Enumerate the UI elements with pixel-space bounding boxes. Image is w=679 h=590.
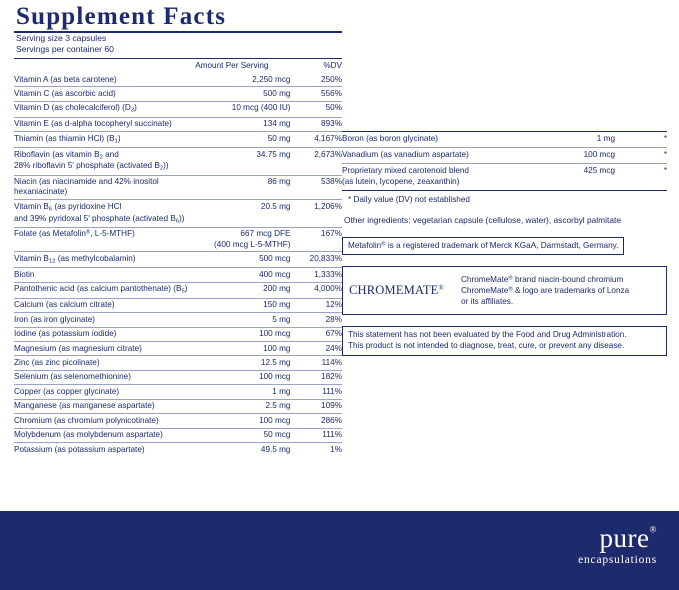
nutrient-dv: * (615, 164, 667, 191)
daily-value-note: * Daily value (DV) not established (348, 194, 470, 204)
header-dv: %DV (290, 59, 342, 73)
nutrient-amount: 100 mcg (195, 370, 290, 384)
nutrient-dv: 556% (290, 87, 342, 101)
nutrient-amount: 20.5 mg (195, 200, 290, 228)
table-row (14, 313, 342, 327)
table-row (14, 227, 342, 252)
nutrient-name: Vitamin A (as beta carotene) (14, 73, 195, 87)
nutrient-dv: 114% (290, 356, 342, 370)
nutrient-dv: 111% (290, 428, 342, 442)
nutrient-dv: 67% (290, 327, 342, 341)
right-nutrient-table (342, 131, 667, 191)
page-title: Supplement Facts (16, 3, 227, 30)
nutrient-name: Zinc (as zinc picolinate) (14, 356, 195, 370)
nutrient-dv: 20,833% (290, 252, 342, 268)
nutrient-amount: 500 mg (195, 87, 290, 101)
table-row (14, 73, 342, 87)
table-row (14, 87, 342, 101)
nutrient-name: Biotin (14, 268, 195, 282)
table-row (14, 200, 342, 228)
nutrient-amount: 1 mg (527, 132, 615, 148)
table-row (342, 164, 667, 191)
nutrient-dv: 2,673% (290, 148, 342, 176)
nutrient-amount: 2.5 mg (195, 399, 290, 413)
nutrient-name: Thiamin (as thiamin HCl) $(B_1)$ (14, 132, 195, 148)
left-nutrient-table (14, 58, 342, 456)
nutrient-name: Manganese (as manganese aspartate) (14, 399, 195, 413)
chromemate-notice (342, 266, 667, 315)
nutrient-amount: 34.75 mg (195, 148, 290, 176)
nutrient-name: Vitamin C (as ascorbic acid) (14, 87, 195, 101)
nutrient-amount: 49.5 mg (260, 444, 291, 454)
table-row (342, 148, 667, 164)
nutrient-dv: 4,167% (290, 132, 342, 148)
nutrient-amount: 100 mcg (527, 148, 615, 164)
right-column (342, 131, 667, 356)
nutrient-amount: 425 mcg (527, 164, 615, 191)
nutrient-dv: 167% (290, 227, 342, 252)
table-header-row (14, 59, 342, 73)
nutrient-dv: * (615, 148, 667, 164)
nutrient-dv: 286% (290, 414, 342, 428)
table-row (14, 148, 342, 176)
header-amount: Amount Per Serving (195, 59, 290, 73)
chromemate-text: ChromeMate® brand niacin-bound chromium ChromeMate® & logo are trademarks of Lonza or its affiliates. (461, 275, 630, 307)
table-row (14, 356, 342, 370)
nutrient-amount: 5 mg (195, 313, 290, 327)
table-row (14, 327, 342, 341)
nutrient-dv: 182% (290, 370, 342, 384)
table-row (14, 414, 342, 428)
nutrient-dv: 50% (290, 101, 342, 117)
table-row (14, 341, 342, 355)
table-row (14, 117, 342, 131)
disclaimer-text: This statement has not been evaluated by the Food and Drug Administration. This product is not intended to diagnose, treat, cure, or prevent any disease. (348, 330, 627, 351)
nutrient-dv: 24% (290, 341, 342, 355)
nutrient-dv: 1% (330, 444, 342, 454)
table-row (14, 282, 342, 298)
nutrient-name: Calcium (as calcium citrate) (14, 298, 195, 312)
nutrient-amount: 500 mcg (195, 252, 290, 268)
nutrient-amount: 86 mg (195, 175, 290, 200)
serving-size: Serving size 3 capsules (16, 33, 107, 44)
nutrient-dv: 28% (290, 313, 342, 327)
table-row (14, 101, 342, 117)
nutrient-dv: 12% (290, 298, 342, 312)
nutrient-name: Boron (as boron glycinate) (342, 132, 527, 148)
nutrient-amount: 50 mcg (195, 428, 290, 442)
nutrient-dv: 4,000% (290, 282, 342, 298)
table-row (14, 252, 342, 268)
nutrient-name: Potassium (as potassium aspartate) (14, 444, 145, 454)
nutrient-name: Vanadium (as vanadium aspartate) (342, 148, 527, 164)
nutrient-name: Pantothenic acid (as calcium pantothenate) $(B_5)$ (14, 282, 195, 298)
nutrient-amount: 10 mcg (400 IU) (195, 101, 290, 117)
servings-per-container: Servings per container 60 (16, 44, 114, 55)
brand-tagline: encapsulations (578, 554, 657, 566)
nutrient-name: Chromium (as chromium polynicotinate) (14, 414, 195, 428)
nutrient-dv: 111% (290, 385, 342, 399)
header-nutrient (14, 59, 195, 73)
table-row (342, 132, 667, 148)
nutrient-dv: 250% (290, 73, 342, 87)
table-row (14, 428, 342, 442)
nutrient-name: Vitamin $B_6$ (as pyridoxine HCl and 39% pyridoxal 5' phosphate (activated $B_6$)) (14, 200, 195, 228)
nutrient-amount: 100 mcg (195, 327, 290, 341)
nutrient-dv: 538% (290, 175, 342, 200)
brand-logo (578, 525, 657, 566)
metafolin-text: Metafolin® is a registered trademark of Merck KGaA, Darmstadt, Germany. (348, 241, 619, 251)
nutrient-amount: 2,250 mcg (195, 73, 290, 87)
nutrient-dv: 893% (290, 117, 342, 131)
nutrient-amount: 134 mg (195, 117, 290, 131)
metafolin-trademark-note (342, 237, 624, 255)
nutrient-amount: 400 mcg (195, 268, 290, 282)
nutrient-amount: 50 mg (195, 132, 290, 148)
nutrient-name: Vitamin E (as d-alpha tocopheryl succinate) (14, 117, 195, 131)
nutrient-dv: 1,333% (290, 268, 342, 282)
nutrient-amount: 1 mg (195, 385, 290, 399)
fda-disclaimer (342, 326, 667, 355)
other-ingredients: Other ingredients: vegetarian capsule (cellulose, water), ascorbyl palmitate (344, 215, 621, 226)
table-row (14, 268, 342, 282)
table-row (14, 399, 342, 413)
table-row (14, 370, 342, 384)
nutrient-dv: 1,206% (290, 200, 342, 228)
nutrient-amount: 100 mg (195, 341, 290, 355)
nutrient-amount: 667 mcg DFE (400 mcg L-5-MTHF) (195, 227, 290, 252)
nutrient-name: Vitamin $B_{12}$ (as methylcobalamin) (14, 252, 195, 268)
nutrient-amount: 200 mg (195, 282, 290, 298)
table-row (14, 443, 342, 457)
nutrient-name: Vitamin D (as cholecalciferol) $(D_3)$ (14, 101, 195, 117)
nutrient-dv: 109% (290, 399, 342, 413)
supplement-facts-panel (14, 4, 342, 456)
table-row (14, 298, 342, 312)
nutrient-name: Folate (as Metafolin®, L-5-MTHF) (14, 227, 195, 252)
table-row (14, 385, 342, 399)
nutrient-name: Selenium (as selenomethionine) (14, 370, 195, 384)
nutrient-amount: 12.5 mg (195, 356, 290, 370)
footer-bar (0, 511, 679, 590)
nutrient-name: Niacin (as niacinamide and 42% inositol hexaniacinate) (14, 175, 195, 200)
nutrient-amount: 100 mcg (195, 414, 290, 428)
nutrient-name: Riboflavin (as vitamin $B_2$ and 28% riboflavin 5' phosphate (activated $B_2$)) (14, 148, 195, 176)
table-row (14, 175, 342, 200)
nutrient-name: Magnesium (as magnesium citrate) (14, 341, 195, 355)
nutrient-name: Iron (as iron glycinate) (14, 313, 195, 327)
nutrient-dv: * (615, 132, 667, 148)
nutrient-name: Iodine (as potassium iodide) (14, 327, 195, 341)
brand-name: pure® (599, 523, 657, 553)
nutrient-name: Molybdenum (as molybdenum aspartate) (14, 428, 195, 442)
nutrient-amount: 150 mg (195, 298, 290, 312)
nutrient-name: Proprietary mixed carotenoid blend (as lutein, lycopene, zeaxanthin) (342, 164, 527, 191)
chromemate-logo: CHROMEMATE® (349, 283, 444, 298)
nutrient-name: Copper (as copper glycinate) (14, 385, 195, 399)
table-row (14, 132, 342, 148)
